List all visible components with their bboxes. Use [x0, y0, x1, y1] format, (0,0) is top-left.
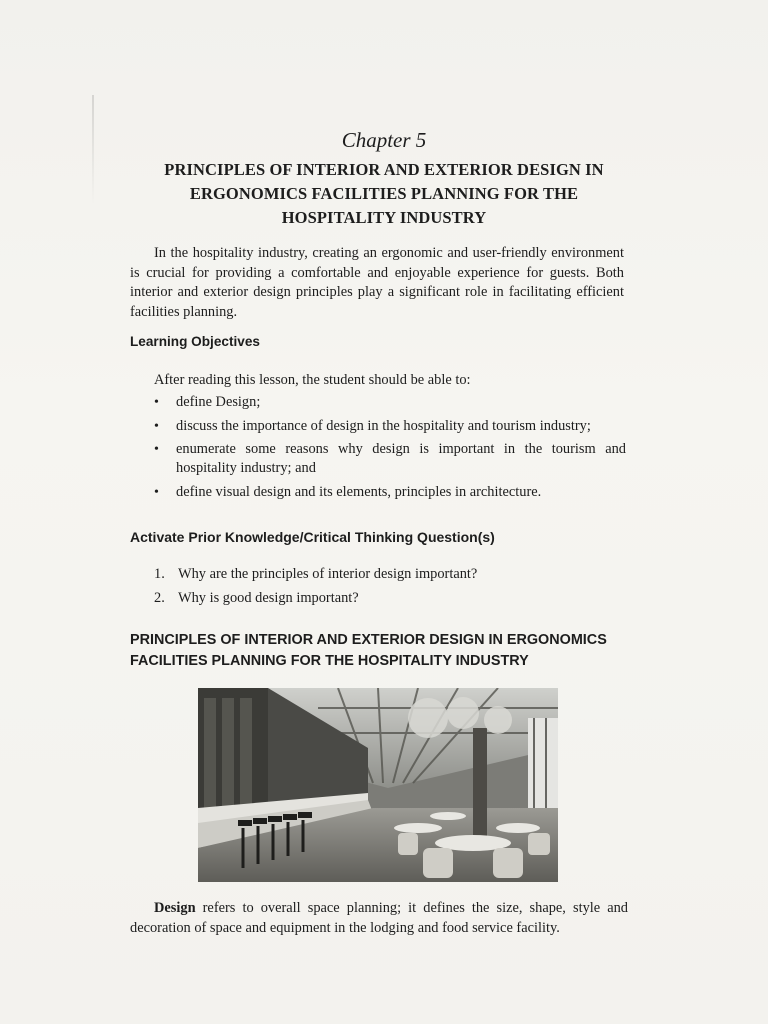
- restaurant-interior-photo: [198, 688, 558, 882]
- chapter-label: Chapter 5: [341, 128, 427, 152]
- section-heading-line: FACILITIES PLANNING FOR THE HOSPITALITY INDUSTRY: [130, 653, 529, 669]
- chapter-title-line: ERGONOMICS FACILITIES PLANNING FOR THE: [189, 184, 579, 203]
- list-item: • define Design;: [154, 393, 626, 412]
- question-item: [154, 565, 477, 584]
- list-item: • define visual design and its elements, principles in architecture.: [154, 483, 626, 502]
- question-text: Why are the principles of interior design important?: [178, 566, 478, 582]
- list-item: • enumerate some reasons why design is important in the tourism and hospitality industry; and: [154, 440, 626, 478]
- design-definition-text: refers to overall space planning; it defines the size, shape, style and decoration of space and equipment in the lodging and food service facility.: [130, 900, 628, 936]
- question-item: [154, 589, 477, 608]
- chapter-title: [130, 158, 638, 230]
- design-definition-paragraph: [130, 898, 628, 938]
- design-term: Design: [154, 900, 196, 916]
- chapter-title-line: HOSPITALITY INDUSTRY: [281, 208, 487, 227]
- chapter-title-line: PRINCIPLES OF INTERIOR AND EXTERIOR DESIGN IN: [164, 160, 604, 179]
- prior-knowledge-heading: Activate Prior Knowledge/Critical Thinking Question(s): [130, 529, 495, 545]
- objectives-lead-text: After reading this lesson, the student should be able to:: [154, 372, 471, 388]
- intro-paragraph: In the hospitality industry, creating an ergonomic and user-friendly environment is crucial for providing a comfortable and enjoyable experience for guests. Both interior and exterior design principles play a significant role in facilitating efficient facilities planning.: [130, 245, 624, 320]
- questions-list: [154, 565, 477, 612]
- section-heading-line: PRINCIPLES OF INTERIOR AND EXTERIOR DESIGN IN ERGONOMICS: [130, 632, 607, 648]
- objectives-list: [154, 393, 626, 506]
- section-heading: [130, 630, 630, 672]
- learning-objectives-heading: Learning Objectives: [130, 334, 260, 349]
- question-number: 1.: [154, 566, 165, 582]
- list-item: • discuss the importance of design in the hospitality and tourism industry;: [154, 417, 626, 436]
- question-text: Why is good design important?: [178, 589, 359, 606]
- question-number: 2.: [154, 589, 165, 606]
